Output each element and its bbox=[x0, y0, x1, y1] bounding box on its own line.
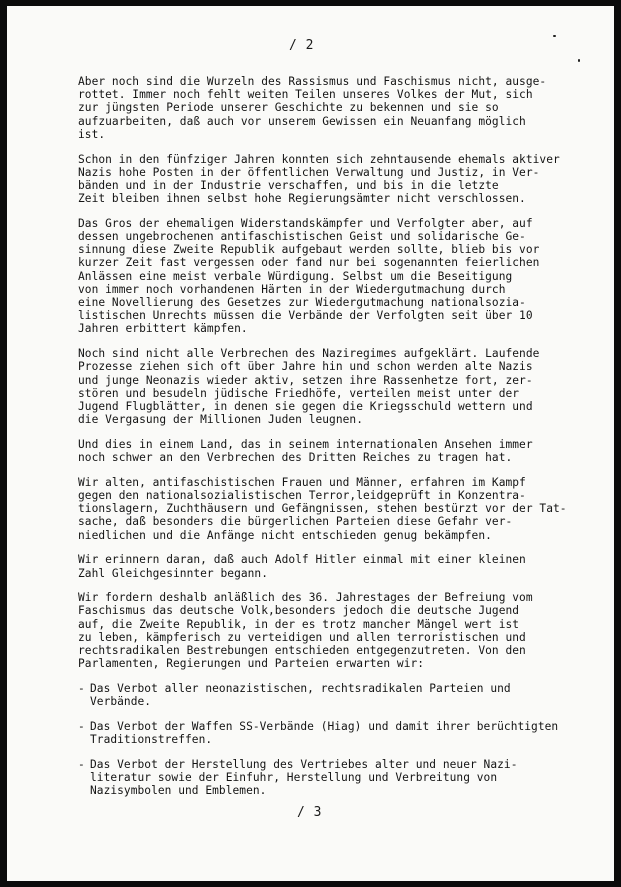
paragraph: Und dies in einem Land, das in seinem internationalen Ansehen immer noch schwer an den Verbrechen des Dritten Reiches zu tragen hat. bbox=[78, 437, 533, 465]
document-page bbox=[7, 6, 614, 881]
scan-speck bbox=[578, 59, 580, 62]
paragraph: Noch sind nicht alle Verbrechen des Naziregimes aufgeklärt. Laufende Prozesse ziehen sich oft über Jahre hin und schon werden alte Nazis und junge Neonazis wieder aktiv, setzen ihre Rassenhetze fort, zer- stören und besudeln jüdische Friedhöfe, verteilen meist unter der Jugend Flugblätter, in denen sie gegen die Kriegsschuld wettern und die Vergasung der Millionen Juden leugnen. bbox=[78, 347, 540, 427]
page-number-top: / 2 bbox=[289, 38, 314, 53]
scan-speck bbox=[553, 35, 556, 37]
paragraph: Wir erinnern daran, daß auch Adolf Hitler einmal mit einer kleinen Zahl Gleichgesinnter begann. bbox=[78, 553, 526, 580]
letter-body bbox=[78, 75, 602, 809]
demand-item: - Das Verbot aller neonazistischen, rechtsradikalen Parteien und Verbände. bbox=[78, 682, 602, 708]
paragraph: Das Gros der ehemaligen Widerstandskämpfer und Verfolgter aber, auf dessen ungebrochenen antifaschistischen Geist und solidarische Ge- sinnung diese Zweite Republik aufgebaut werden sollte, blieb bis vor kurzer Zeit fast vergessen oder fand nur bei sogenannten feierlichen Anlässen eine meist verbale Würdigung. Selbst um die Beseitigung von immer noch vorhandenen Härten in der Wiedergutmachung durch eine Novellierung des Gesetzes zur Wiedergutmachung nationalsozia- listischen Unrechts müssen die Verbände der Verfolgten seit über 10 Jahren erbittert kämpfen. bbox=[78, 216, 540, 336]
demands-list bbox=[78, 682, 602, 797]
page-number-bottom: / 3 bbox=[297, 805, 322, 820]
paragraph: Aber noch sind die Wurzeln des Rassismus und Faschismus nicht, ausge- rottet. Immer noch fehlt weiten Teilen unseres Volkes der Mut, sich zur jüngsten Periode unserer Geschichte zu bekennen und sie so aufzuarbeiten, daß auch vor unserem Gewissen ein Neuanfang möglich ist. bbox=[78, 75, 547, 141]
demand-item: - Das Verbot der Herstellung des Vertriebes alter und neuer Nazi- literatur sowie der Einfuhr, Herstellung und Verbreitung von Nazisymbolen und Emblemen. bbox=[78, 758, 602, 798]
paragraph: Wir alten, antifaschistischen Frauen und Männer, erfahren im Kampf gegen den nationalsozialistischen Terror,leidgeprüft in Konzentra- tionslagern, Zuchthäusern und Gefängnissen, stehen bestürzt vor der Tat- sache, daß besonders die bürgerlichen Parteien diese Gefahr ver- niedlichen und die Anfänge nicht entschieden genug bekämpfen. bbox=[78, 475, 567, 542]
paragraph: Schon in den fünfziger Jahren konnten sich zehntausende ehemals aktiver Nazis hohe Posten in der öffentlichen Verwaltung und Justiz, in Ver- bänden und in der Industrie verschaffen, und bis in die letzte Zeit bleiben ihnen selbst hohe Regierungsämter nicht verschlossen. bbox=[78, 152, 560, 206]
paragraph: Wir fordern deshalb anläßlich des 36. Jahrestages der Befreiung vom Faschismus das deutsche Volk,besonders jedoch die deutsche Jugend auf, die Zweite Republik, in der es trotz mancher Mängel wert ist zu leben, kämpferisch zu verteidigen und allen terroristischen und rechtsradikalen Bestrebungen entschieden entgegenzutreten. Von den Parlamenten, Regierungen und Parteien erwarten wir: bbox=[78, 591, 533, 671]
demand-item: - Das Verbot der Waffen SS-Verbände (Hiag) und damit ihrer berüchtigten Traditionstreffen. bbox=[78, 720, 602, 746]
